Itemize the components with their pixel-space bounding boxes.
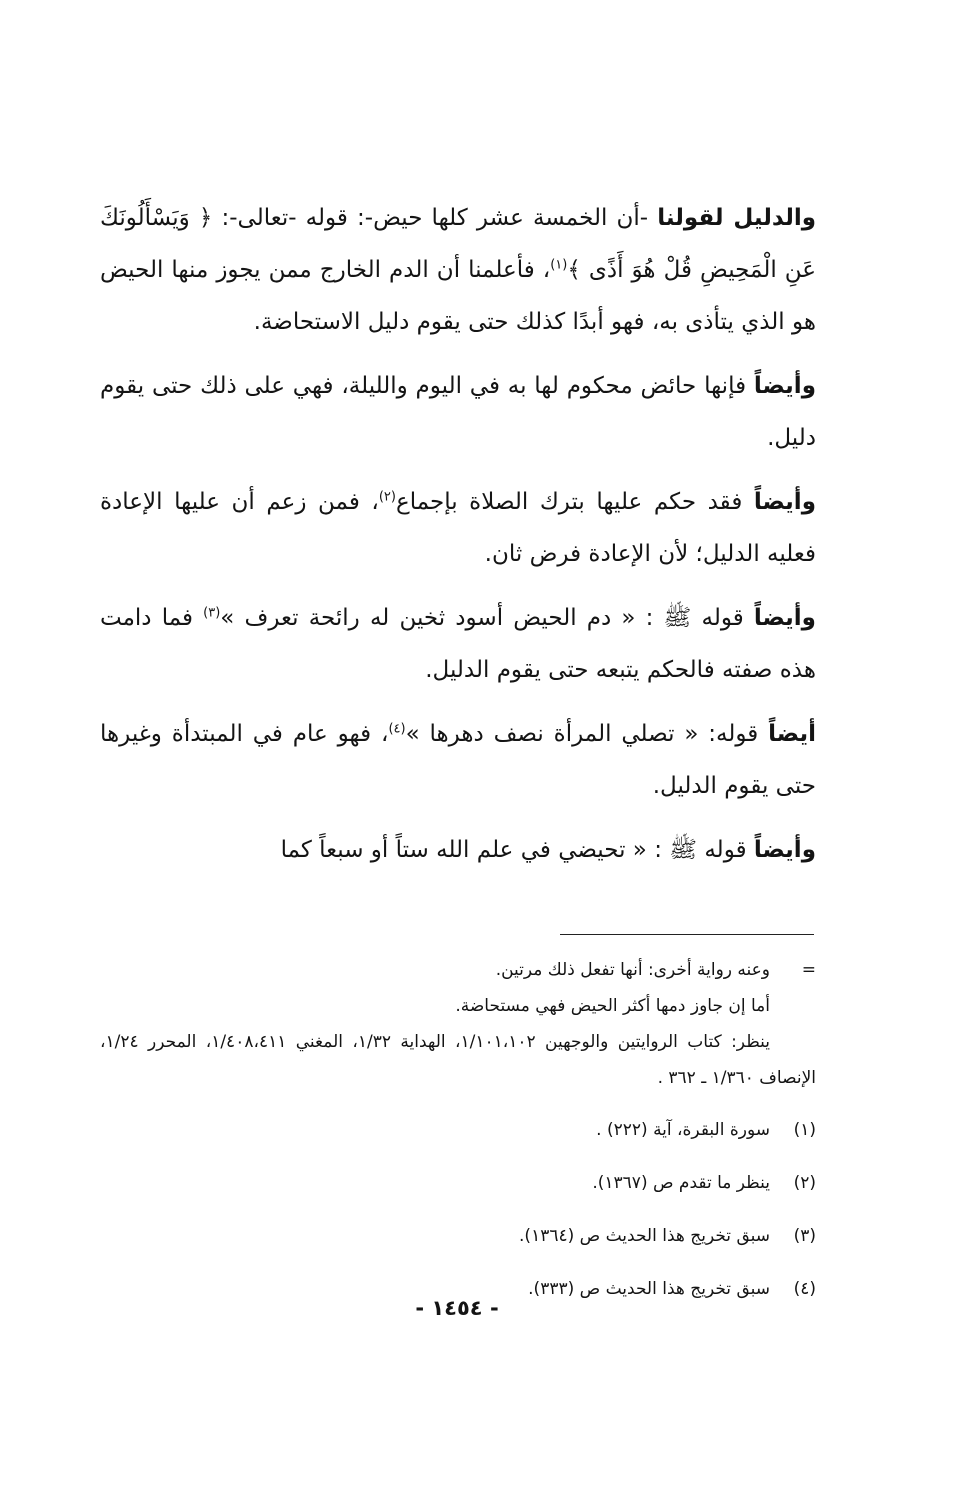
footnote-text: وعنه رواية أخرى: أنها تفعل ذلك مرتين. (495, 960, 770, 980)
paragraph-lead: وأيضاً (753, 373, 816, 399)
footnote-number: (١) (793, 1120, 816, 1140)
paragraph (100, 592, 816, 696)
paragraph (100, 192, 816, 348)
footnote-text: سورة البقرة، آية (٢٢٢) . (596, 1120, 770, 1140)
footnote-item (100, 1217, 816, 1255)
footnote-ref: (٢) (378, 489, 396, 505)
paragraph-text: ، فمن زعم أن عليها الإعادة فعليه الدليل؛ لأن الإعادة فرض ثان. (100, 489, 816, 567)
page-number: - ١٤٥٤ - (415, 1296, 499, 1320)
footnote-number: (٤) (793, 1279, 816, 1299)
paragraph-text: ، فهو عام في المبتدأة وغيرها حتى يقوم الدليل. (100, 721, 816, 799)
footnote-continuation-line (100, 952, 816, 988)
paragraph-lead: وأيضاً (753, 489, 816, 515)
footnote-text: ينظر ما تقدم ص (١٣٦٧). (592, 1173, 770, 1193)
paragraph-lead: وأيضاً (753, 837, 816, 863)
paragraph-text: قوله: « تصلي المرأة نصف دهرها » (405, 721, 769, 747)
paragraph-text: فما دامت هذه صفته فالحكم يتبعه حتى يقوم الدليل. (100, 605, 816, 683)
footnote-text: ينظر: كتاب الروايتين والوجهين ١/١٠١،١٠٢، الهداية ١/٣٢، المغني ١/٤٠٨،٤١١، المحرر ١/٢٤، الإنصاف ١/٣٦٠ ـ ٣٦٢ . (100, 1032, 816, 1088)
continuation-marker: = (801, 960, 816, 980)
footnote-ref: (٤) (388, 721, 406, 737)
footnote-continuation (100, 952, 816, 1096)
footnote-text: أما إن جاوز دمها أكثر الحيض فهي مستحاضة. (455, 996, 770, 1016)
quran-verse: ﴿ وَيَسْأَلُونَكَ عَنِ الْمَحِيضِ قُلْ هُوَ أَذًى ﴾ (100, 205, 816, 283)
paragraph-text: قوله ﷺ : « تحيضي في علم الله ستاً أو سبعاً كما (280, 837, 754, 863)
footnote-item (100, 1164, 816, 1202)
paragraph-lead: والدليل لقولنا (657, 205, 817, 231)
paragraph-text: فإنها حائض محكوم لها به في اليوم والليلة، فهي على ذلك حتى يقوم دليل. (100, 373, 816, 451)
footnote-separator (560, 934, 814, 935)
footnote-text: سبق تخريج هذا الحديث ص (١٣٦٤). (519, 1226, 770, 1246)
footnote-number: (٣) (793, 1226, 816, 1246)
footnote-ref: (١) (550, 257, 568, 273)
paragraph-text: قوله ﷺ : « دم الحيض أسود ثخين له رائحة تعرف » (220, 605, 754, 631)
paragraph-lead: وأيضاً (753, 605, 816, 631)
paragraph (100, 824, 816, 876)
footnote-continuation-line (100, 988, 816, 1024)
footnotes (100, 952, 816, 1308)
footnote-ref: (٣) (203, 605, 221, 621)
main-text (100, 192, 816, 888)
paragraph-text: -أن الخمسة عشر كلها حيض-: قوله -تعالى-: (212, 205, 658, 231)
footnote-continuation-line (100, 1024, 816, 1096)
paragraph (100, 476, 816, 580)
footnote-item (100, 1111, 816, 1149)
paragraph-text: ، فأعلمنا أن الدم الخارج ممن يجوز منها الحيض هو الذي يتأذى به، فهو أبدًا كذلك حتى يقوم دليل الاستحاضة. (100, 257, 816, 335)
footnote-text: سبق تخريج هذا الحديث ص (٣٣٣). (528, 1279, 770, 1299)
paragraph (100, 708, 816, 812)
paragraph-text: فقد حكم عليها بترك الصلاة بإجماع (395, 489, 754, 515)
paragraph (100, 360, 816, 464)
footnote-number: (٢) (793, 1173, 816, 1193)
paragraph-lead: أيضاً (768, 721, 816, 747)
